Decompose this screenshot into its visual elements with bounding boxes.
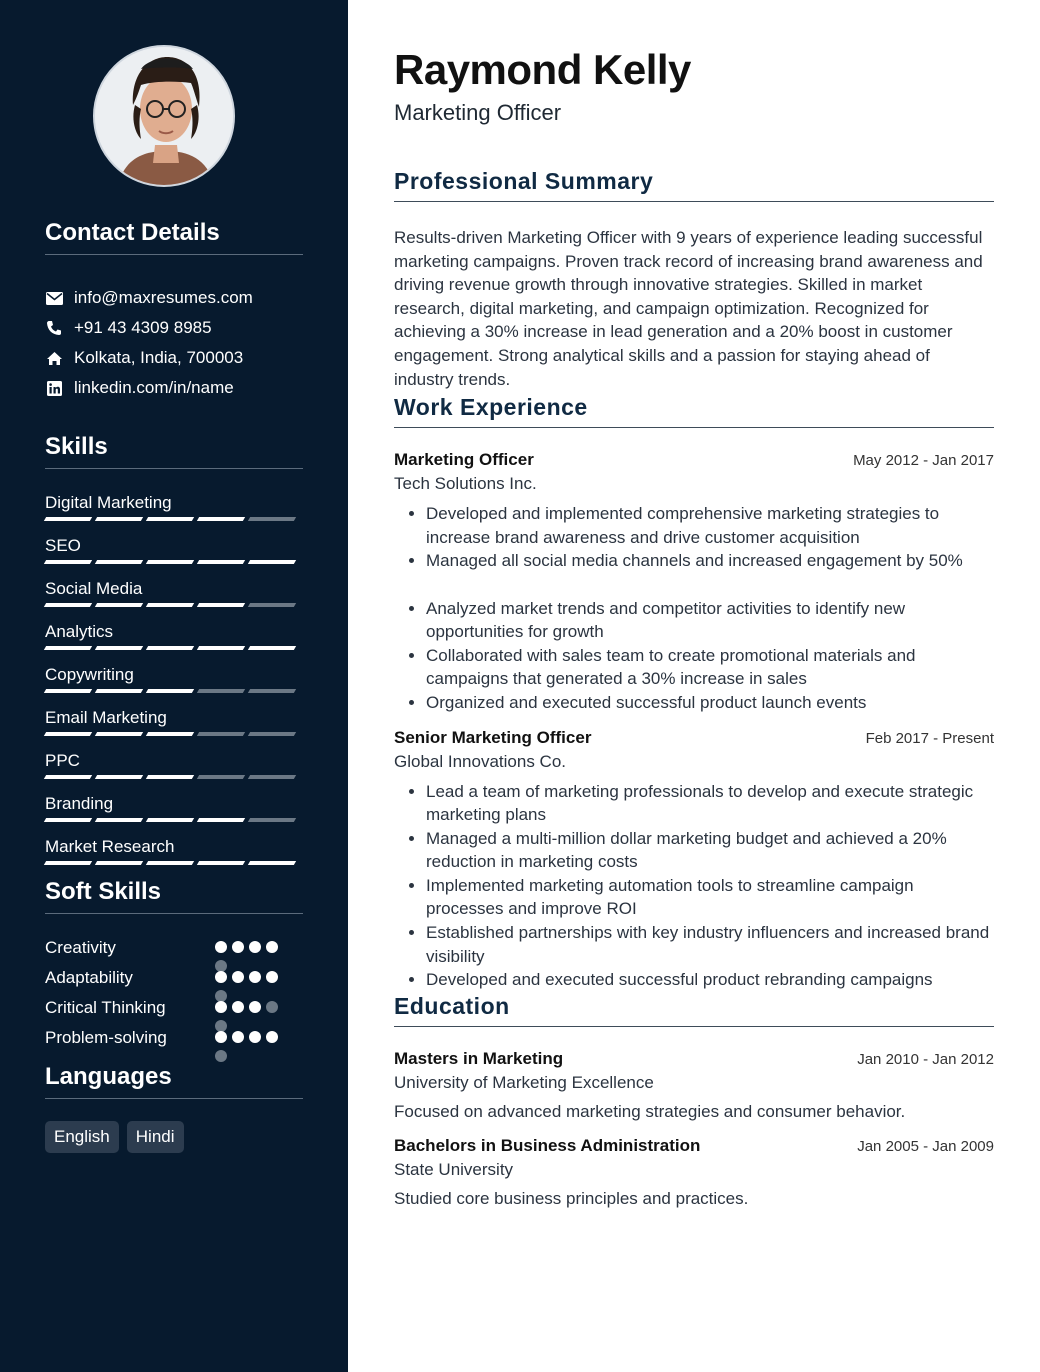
- skill-segment: [146, 818, 194, 822]
- phone-icon: [45, 319, 63, 337]
- soft-skill-name: Creativity: [45, 938, 116, 957]
- home-icon: [45, 349, 63, 367]
- skill-segment: [197, 646, 245, 650]
- skill-segment: [248, 818, 296, 822]
- skill-segment: [197, 818, 245, 822]
- education-dates: Jan 2005 - Jan 2009: [857, 1137, 994, 1155]
- rating-dot: [215, 1031, 227, 1043]
- job-bullet: • Developed and executed successful product rebranding campaigns: [426, 968, 994, 992]
- skills-list: [45, 493, 303, 880]
- skill-item: [45, 708, 303, 751]
- skill-segment: [197, 560, 245, 564]
- soft-skill-name: Critical Thinking: [45, 998, 166, 1017]
- skill-segment: [95, 603, 143, 607]
- language-badge: Hindi: [127, 1121, 184, 1153]
- skill-item: [45, 751, 303, 794]
- skill-segment: [95, 560, 143, 564]
- job-bullet: • Implemented marketing automation tools to streamline campaign processes and improve ROI: [426, 874, 994, 921]
- soft-skill-name: Adaptability: [45, 968, 133, 987]
- skill-rating-bar: [45, 603, 295, 607]
- rating-dot: [266, 941, 278, 953]
- soft-skill-item: [45, 938, 303, 968]
- sidebar: [0, 0, 348, 1372]
- education-entry: [394, 1049, 994, 1122]
- skill-segment: [197, 603, 245, 607]
- education-description: Studied core business principles and practices.: [394, 1188, 749, 1208]
- contact-email-text: info@maxresumes.com: [74, 288, 253, 307]
- skill-segment: [146, 646, 194, 650]
- skill-segment: [146, 775, 194, 779]
- skill-item: [45, 665, 303, 708]
- skill-name: PPC: [45, 751, 80, 770]
- skill-rating-bar: [45, 732, 295, 736]
- skill-segment: [44, 560, 92, 564]
- job-entry: [394, 450, 994, 714]
- skill-segment: [44, 732, 92, 736]
- job-entry: [394, 728, 994, 992]
- skill-segment: [146, 732, 194, 736]
- avatar: [93, 45, 235, 187]
- soft-skill-item: [45, 968, 303, 998]
- skill-segment: [44, 517, 92, 521]
- skill-segment: [197, 861, 245, 865]
- school: University of Marketing Excellence: [394, 1072, 654, 1092]
- rating-dot: [215, 1050, 227, 1062]
- contact-linkedin-text: linkedin.com/in/name: [74, 378, 234, 397]
- job-dates: May 2012 - Jan 2017: [853, 452, 994, 470]
- skill-rating-bar: [45, 818, 295, 822]
- contact-list: [45, 283, 303, 403]
- education-dates: Jan 2010 - Jan 2012: [857, 1050, 994, 1068]
- soft-skill-name: Problem-solving: [45, 1028, 167, 1047]
- job-bullet: • Established partnerships with key industry influencers and increased brand visibility: [426, 921, 994, 968]
- skill-segment: [146, 560, 194, 564]
- summary-heading: Professional Summary: [394, 167, 994, 202]
- education-description: Focused on advanced marketing strategies and consumer behavior.: [394, 1101, 906, 1121]
- skill-name: Email Marketing: [45, 708, 167, 727]
- candidate-name: Raymond Kelly: [394, 46, 691, 93]
- skill-rating-bar: [45, 775, 295, 779]
- skill-item: [45, 837, 303, 880]
- job-bullet: • Analyzed market trends and competitor activities to identify new opportunities for growth: [426, 597, 994, 644]
- skill-segment: [197, 775, 245, 779]
- job-bullets: [394, 502, 994, 714]
- rating-dot: [232, 971, 244, 983]
- skill-segment: [95, 689, 143, 693]
- soft-skills-heading: Soft Skills: [45, 878, 303, 914]
- skill-segment: [44, 603, 92, 607]
- skill-segment: [197, 517, 245, 521]
- main-content: [348, 0, 1040, 1372]
- skill-item: [45, 536, 303, 579]
- skill-name: SEO: [45, 536, 81, 555]
- skill-segment: [44, 818, 92, 822]
- experience-heading: Work Experience: [394, 393, 994, 428]
- skill-item: [45, 622, 303, 665]
- skill-segment: [146, 603, 194, 607]
- job-bullet: • Managed a multi-million dollar marketing budget and achieved a 20% reduction in marketing costs: [426, 827, 994, 874]
- skill-name: Copywriting: [45, 665, 134, 684]
- skill-segment: [95, 732, 143, 736]
- skill-segment: [44, 861, 92, 865]
- skill-segment: [95, 861, 143, 865]
- candidate-role: Marketing Officer: [394, 100, 562, 125]
- soft-skill-rating: [215, 1031, 295, 1071]
- skill-segment: [248, 603, 296, 607]
- job-bullet: • Developed and implemented comprehensive marketing strategies to increase brand awareness and drive customer acquisition: [426, 502, 994, 549]
- soft-skill-item: [45, 998, 303, 1028]
- rating-dot: [215, 971, 227, 983]
- skill-rating-bar: [45, 517, 295, 521]
- job-bullet: [426, 573, 994, 597]
- skill-name: Social Media: [45, 579, 143, 598]
- skill-segment: [248, 646, 296, 650]
- rating-dot: [232, 941, 244, 953]
- skill-rating-bar: [45, 861, 295, 865]
- skill-segment: [248, 732, 296, 736]
- contact-address-text: Kolkata, India, 700003: [74, 348, 244, 367]
- rating-dot: [232, 1001, 244, 1013]
- rating-dot: [232, 1031, 244, 1043]
- rating-dot: [266, 1031, 278, 1043]
- job-company: Tech Solutions Inc.: [394, 474, 537, 494]
- job-bullet: • Lead a team of marketing professionals to develop and execute strategic marketing plans: [426, 780, 994, 827]
- job-bullet: • Collaborated with sales team to create promotional materials and campaigns that generated a 30% increase in sales: [426, 644, 994, 691]
- skills-heading: Skills: [45, 433, 303, 469]
- contact-phone[interactable]: [45, 313, 303, 343]
- job-title: Senior Marketing Officer: [394, 727, 592, 747]
- rating-dot: [215, 941, 227, 953]
- skill-name: Branding: [45, 794, 114, 813]
- skill-rating-bar: [45, 646, 295, 650]
- skill-segment: [248, 517, 296, 521]
- education-heading: Education: [394, 992, 994, 1027]
- job-bullet: • Managed all social media channels and increased engagement by 50%: [426, 549, 994, 573]
- languages-heading: Languages: [45, 1063, 303, 1099]
- linkedin-icon: [45, 379, 63, 397]
- skill-segment: [248, 689, 296, 693]
- soft-skills-list: [45, 938, 303, 1058]
- skill-item: [45, 794, 303, 837]
- skill-name: Digital Marketing: [45, 493, 172, 512]
- school: State University: [394, 1159, 514, 1179]
- degree: Bachelors in Business Administration: [394, 1135, 701, 1155]
- profile-photo: [95, 47, 235, 187]
- skill-item: [45, 493, 303, 536]
- skill-segment: [146, 689, 194, 693]
- soft-skill-item: [45, 1028, 303, 1058]
- skill-segment: [95, 517, 143, 521]
- skill-segment: [95, 646, 143, 650]
- rating-dot: [249, 941, 261, 953]
- skill-segment: [44, 689, 92, 693]
- languages-list: [45, 1121, 303, 1153]
- skill-rating-bar: [45, 689, 295, 693]
- job-company: Global Innovations Co.: [394, 751, 566, 771]
- contact-email[interactable]: [45, 283, 303, 313]
- skill-segment: [146, 517, 194, 521]
- skill-segment: [197, 732, 245, 736]
- job-bullets: [394, 780, 994, 992]
- skill-segment: [44, 775, 92, 779]
- skill-item: [45, 579, 303, 622]
- summary-text: Results-driven Marketing Officer with 9 years of experience leading successful marketing campaigns. Proven track record of increasing brand awareness and driving revenue growth through innovative strategies. Skilled in market research, digital marketing, and campaign optimization. Recognized for achieving a 30% increase in lead generation and a 20% boost in customer engagement. Strong analytical skills and a passion for staying ahead of industry trends.: [394, 228, 983, 389]
- job-dates: Feb 2017 - Present: [865, 729, 994, 747]
- skill-rating-bar: [45, 560, 295, 564]
- rating-dot: [266, 971, 278, 983]
- contact-heading: Contact Details: [45, 219, 303, 255]
- skill-name: Analytics: [45, 622, 114, 641]
- rating-dot: [266, 1001, 278, 1013]
- skill-segment: [248, 861, 296, 865]
- rating-dot: [249, 971, 261, 983]
- skill-segment: [248, 560, 296, 564]
- skill-segment: [248, 775, 296, 779]
- skill-name: Market Research: [45, 837, 175, 856]
- degree: Masters in Marketing: [394, 1048, 564, 1068]
- rating-dot: [215, 1001, 227, 1013]
- skill-segment: [95, 775, 143, 779]
- language-badge: English: [45, 1121, 119, 1153]
- contact-linkedin[interactable]: [45, 373, 303, 403]
- job-title: Marketing Officer: [394, 450, 534, 470]
- contact-address: [45, 343, 303, 373]
- skill-segment: [197, 689, 245, 693]
- skill-segment: [146, 861, 194, 865]
- contact-phone-text: +91 43 4309 8985: [74, 318, 212, 337]
- rating-dot: [249, 1031, 261, 1043]
- skill-segment: [44, 646, 92, 650]
- rating-dot: [249, 1001, 261, 1013]
- skill-segment: [95, 818, 143, 822]
- job-bullet: • Organized and executed successful product launch events: [426, 691, 994, 715]
- education-entry: [394, 1136, 994, 1209]
- envelope-icon: [45, 289, 63, 307]
